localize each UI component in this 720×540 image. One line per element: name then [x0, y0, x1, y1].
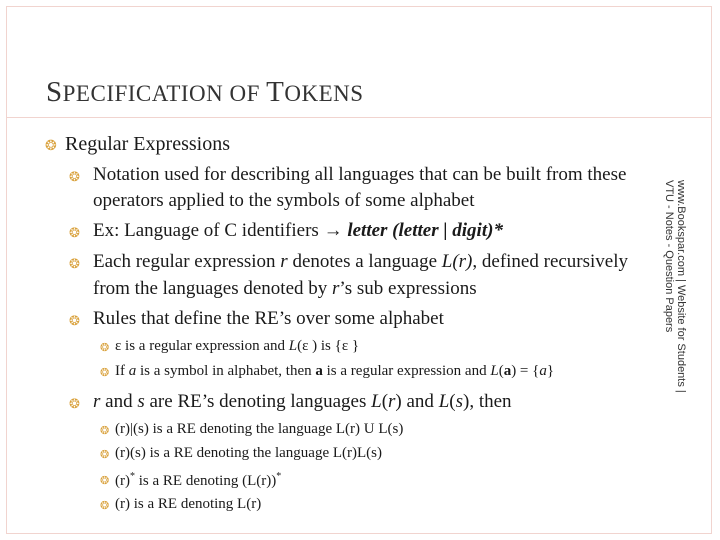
rules-line: Rules that define the RE’s over some alphabet	[93, 308, 444, 329]
ornamental-bullet-icon: ❂	[100, 500, 110, 512]
ornamental-bullet-icon: ❂	[69, 313, 80, 328]
title-divider	[6, 117, 712, 118]
r-and-s-line: r and s are RE’s denoting languages L(r) and L(s), then	[93, 391, 512, 412]
rule-epsilon: ε is a regular expression and L(ε ) is {ε }	[115, 338, 360, 354]
slide-title: SPECIFICATION OF TOKENS	[46, 76, 364, 108]
ornamental-bullet-icon: ❂	[100, 425, 110, 437]
rule-symbol: If a is a symbol in alphabet, then a is a regular expression and L(a) = {a}	[115, 363, 555, 379]
ornamental-bullet-icon: ❂	[100, 342, 110, 354]
watermark-line-2: VTU - Notes - Question Papers	[663, 180, 675, 333]
ornamental-bullet-icon: ❂	[69, 256, 80, 271]
watermark-line-1: www.Bookspar.com | Website for Students |	[675, 180, 687, 393]
heading-regular-expressions: Regular Expressions	[65, 133, 230, 155]
ornamental-bullet-icon: ❂	[100, 449, 110, 461]
ornamental-bullet-icon: ❂	[69, 396, 80, 411]
right-arrow-icon: →	[323, 220, 343, 241]
notation-line-2: operators applied to the symbols of some alphabet	[93, 190, 475, 211]
notation-line-1: Notation used for describing all languages that can be built from these	[93, 164, 627, 185]
each-re-line: Each regular expression r denotes a language L(r), defined recursively	[93, 251, 629, 272]
example-line: Ex: Language of C identifiers → letter (letter | digit)*	[93, 220, 503, 241]
ornamental-bullet-icon: ❂	[100, 475, 110, 487]
from-languages-line: from the languages denoted by r’s sub expressions	[93, 278, 477, 299]
ornamental-bullet-icon: ❂	[69, 225, 80, 240]
ornamental-bullet-icon: ❂	[69, 169, 80, 184]
sub-rule-paren: (r) is a RE denoting L(r)	[115, 496, 262, 512]
watermark	[663, 180, 710, 430]
sub-rule-union: (r)|(s) is a RE denoting the language L(r) U L(s)	[115, 421, 404, 437]
sub-rule-concat: (r)(s) is a RE denoting the language L(r)L(s)	[115, 445, 382, 461]
ornamental-bullet-icon: ❂	[45, 139, 57, 154]
sub-rule-star: (r)* is a RE denoting (L(r))*	[115, 471, 282, 489]
ornamental-bullet-icon: ❂	[100, 367, 110, 379]
